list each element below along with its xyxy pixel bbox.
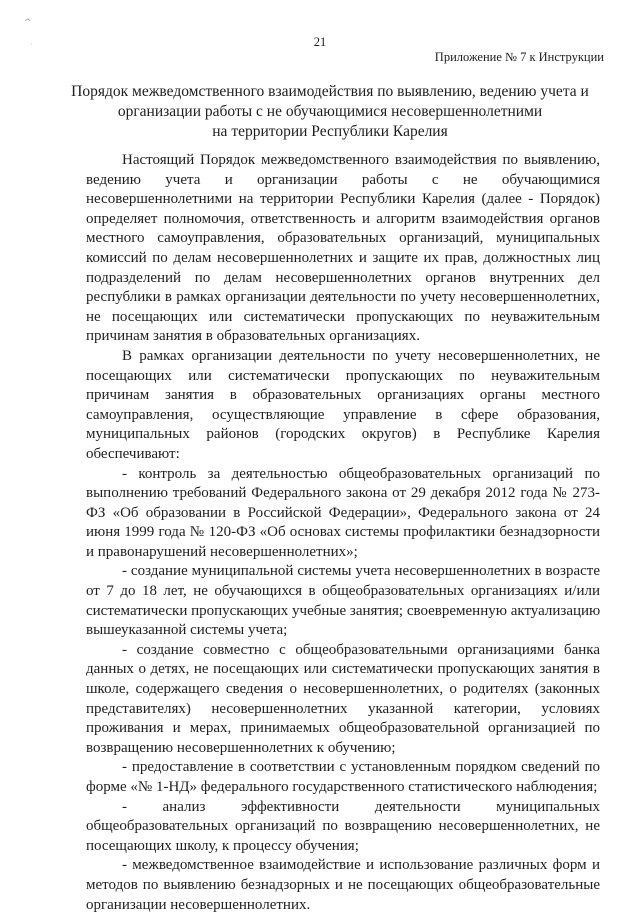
text-line: форме «№ 1-НД» федерального государственного статистического наблюдения; — [86, 779, 598, 795]
text-line: вышеуказанной системы учета; — [86, 622, 288, 639]
text-line: посещающих школу, к процессу обучения; — [86, 837, 359, 854]
text-line: муниципальных районов (городских округов) в Республике Карелия — [86, 426, 600, 443]
text-line: посещающих или систематически пропускающих по неуважительным — [86, 367, 600, 384]
list-item — [86, 562, 600, 640]
page-number: 21 — [313, 35, 327, 49]
text-line: - предоставление в соответствии с установленным порядком сведений по — [122, 759, 600, 776]
text-line: определяет полномочия, ответственность и алгоритм взаимодействия органов — [86, 210, 600, 227]
text-line: - межведомственное взаимодействие и использование различных форм и — [122, 857, 600, 874]
scan-mark: ^ — [24, 18, 32, 28]
text-line: местного самоуправления, образовательных организаций, муниципальных — [86, 230, 600, 247]
text-line: подразделений по делам несовершеннолетних органов внутренних дел — [86, 269, 600, 286]
text-line: представителях) несовершеннолетних указанной категории, условиях — [86, 700, 600, 717]
title-line: Порядок межведомственного взаимодействия по выявлению, ведению учета и — [71, 83, 589, 100]
text-line: - создание совместно с общеобразовательными организациями банка — [122, 641, 600, 658]
text-line: - контроль за деятельностью общеобразовательных организаций по — [122, 465, 600, 482]
text-line: проживания и мерах, принимаемых общеобразовательной организацией по — [86, 720, 600, 737]
text-line: несовершеннолетними на территории Республики Карелия (далее - Порядок) — [86, 191, 600, 208]
text-line: возвращению несовершеннолетних к обучению; — [86, 739, 396, 756]
list-item — [86, 856, 600, 915]
text-line: обеспечивают: — [86, 445, 180, 462]
text-line: - анализ эффективности деятельности муниципальных — [122, 798, 600, 815]
list-item — [86, 641, 600, 759]
text-line: - создание муниципальной системы учета несовершеннолетних в возрасте — [122, 563, 600, 580]
text-line: выполнению требований Федерального закона от 29 декабря 2012 года № 273- — [86, 485, 600, 502]
title-line: на территории Республики Карелия — [212, 123, 448, 140]
text-line: не посещающих или систематически пропускающих по неуважительным — [86, 308, 600, 325]
text-line: республики в рамках организации деятельности по учету несовершеннолетних, — [86, 289, 600, 306]
scan-dot: · — [30, 40, 33, 49]
text-line: июня 1999 года № 120-ФЗ «Об основах системы профилактики безнадзорности — [86, 524, 600, 541]
list-item — [86, 798, 600, 857]
document-title — [60, 82, 600, 142]
list-item — [86, 758, 600, 797]
title-line: организации работы с не обучающимися несовершеннолетними — [117, 103, 543, 120]
text-line: систематически пропускающих учебные занятия; своевременную актуализацию — [86, 602, 600, 619]
text-line: от 7 до 18 лет, не обучающихся в общеобразовательных организациях и/или — [86, 583, 600, 600]
appendix-label: Приложение № 7 к Инструкции — [434, 50, 604, 64]
text-line: комиссий по делам несовершеннолетних и защите их прав, должностных лиц — [86, 249, 600, 266]
document-body — [86, 151, 600, 915]
paragraph — [86, 347, 600, 465]
text-line: и правонарушений несовершеннолетних»; — [86, 543, 358, 560]
text-line: общеобразовательных организаций по возвращению несовершеннолетних, не — [86, 818, 600, 835]
text-line: причинам занятия в образовательных организациях органы местного — [86, 387, 600, 404]
paragraph — [86, 151, 600, 347]
text-line: данных о детях, не посещающих или систематически пропускающих занятия в — [86, 661, 600, 678]
text-line: самоуправления, осуществляющие управление в сфере образования, — [86, 406, 600, 423]
text-line: причинам занятия в образовательных организациях. — [86, 328, 420, 345]
text-line: Настоящий Порядок межведомственного взаимодействия по выявлению, — [122, 152, 600, 168]
text-line: организации несовершеннолетних. — [86, 896, 311, 913]
text-line: методов по выявлению безнадзорных и не посещающих общеобразовательные — [86, 876, 600, 893]
text-line: школе, содержащего сведения о несовершеннолетних, о родителях (законных — [86, 681, 600, 698]
text-line: ведению учета и организации работы с не обучающимися — [86, 171, 600, 188]
list-item — [86, 465, 600, 563]
text-line: В рамках организации деятельности по учету несовершеннолетних, не — [122, 347, 600, 364]
text-line: ФЗ «Об образовании в Российской Федерации», Федерального закона от 24 — [86, 504, 600, 521]
